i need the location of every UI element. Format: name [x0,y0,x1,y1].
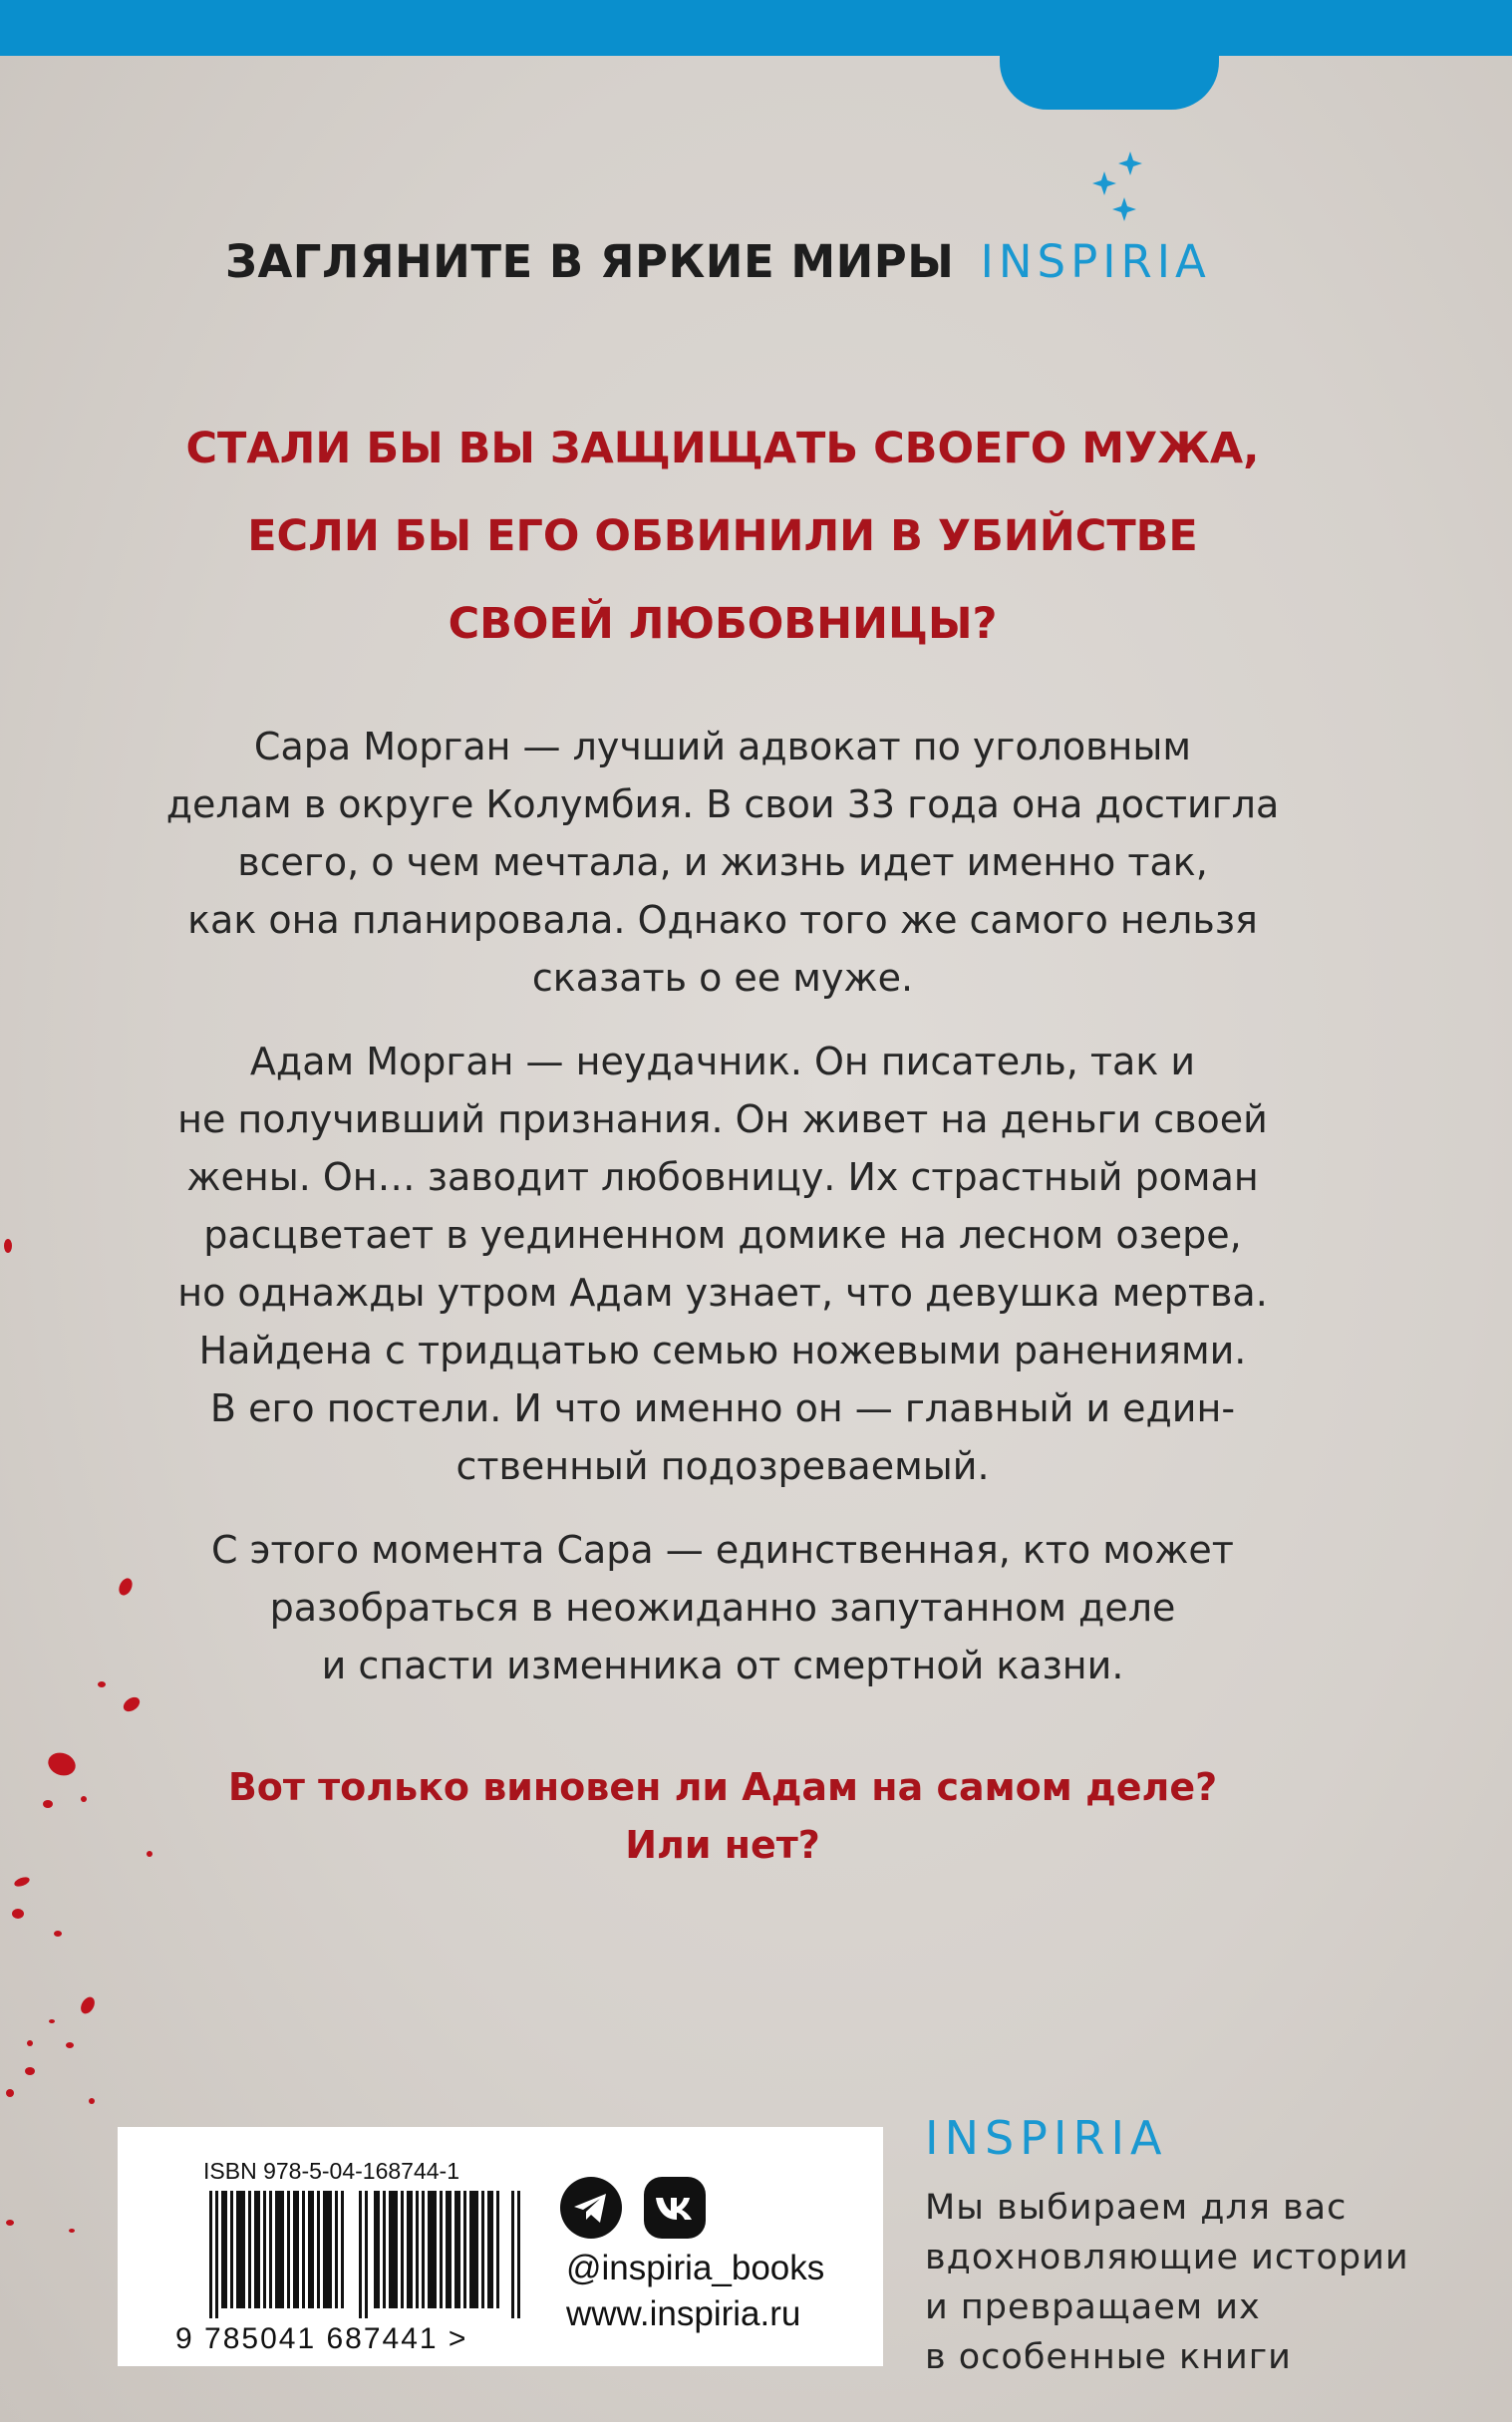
publisher-tagline-line: в особенные книги [925,2337,1292,2377]
barcode-digits: 9 785041 687441 > [175,2322,468,2355]
header-lead: ЗАГЛЯНИТЕ В ЯРКИЕ МИРЫ [225,235,955,288]
series-header [225,235,1322,288]
question-line: СВОЕЙ ЛЮБОВНИЦЫ? [448,599,998,649]
hook-question [120,405,1326,668]
synopsis-line: всего, о чем мечтала, и жизнь идет именно так, [237,840,1208,884]
synopsis-line: В его постели. И что именно он — главный и един- [209,1386,1236,1430]
social-handle[interactable]: @inspiria_books [566,2249,825,2287]
barcode-icon [209,2191,520,2318]
sparkle-stars-icon [1086,148,1146,227]
publisher-tagline-line: и превращаем их [925,2287,1261,2327]
top-band [0,0,1512,56]
publisher-name: INSPIRIA [925,2111,1168,2165]
header-brand: INSPIRIA [980,235,1211,288]
synopsis-line: ственный подозреваемый. [455,1444,990,1488]
synopsis-line: разобраться в неожиданно запутанном деле [269,1586,1176,1630]
synopsis-line: но однажды утром Адам узнает, что девушка мертва. [177,1271,1268,1315]
question-line: СТАЛИ БЫ ВЫ ЗАЩИЩАТЬ СВОЕГО МУЖА, [185,424,1260,473]
synopsis-line: делам в округе Колумбия. В свои 33 года она достигла [165,782,1280,826]
synopsis-line: и спасти изменника от смертной казни. [321,1644,1124,1687]
synopsis [150,718,1296,1720]
barcode-panel [118,2127,883,2366]
synopsis-paragraph [150,1033,1296,1495]
question-line: ЕСЛИ БЫ ЕГО ОБВИНИЛИ В УБИЙСТВЕ [247,511,1198,561]
synopsis-line: не получивший признания. Он живет на деньги своей [177,1097,1268,1141]
publisher-block [925,2111,1483,2382]
synopsis-line: Найдена с тридцатью семью ножевыми ранениями. [198,1329,1247,1372]
synopsis-line: сказать о ее муже. [531,956,914,1000]
synopsis-line: как она планировала. Однако того же самого нельзя [187,898,1258,942]
isbn-label: ISBN 978-5-04-168744-1 [203,2158,459,2184]
website-link[interactable]: www.inspiria.ru [566,2294,801,2333]
synopsis-line: Сара Морган — лучший адвокат по уголовным [253,725,1192,768]
publisher-tagline-line: вдохновляющие истории [925,2238,1409,2277]
closing-line: Вот только виновен ли Адам на самом деле? [227,1765,1218,1809]
synopsis-line: расцветает в уединенном домике на лесном озере, [203,1213,1242,1257]
synopsis-paragraph [150,1521,1296,1694]
synopsis-line: жены. Он… заводит любовницу. Их страстный роман [186,1155,1259,1199]
synopsis-line: Адам Морган — неудачник. Он писатель, так и [249,1040,1196,1083]
vk-icon[interactable] [644,2177,706,2239]
closing-question [150,1758,1296,1874]
telegram-icon[interactable] [560,2177,622,2239]
publisher-tagline-line: Мы выбираем для вас [925,2188,1348,2228]
top-tab-notch [1076,40,1142,84]
closing-line: Или нет? [625,1823,820,1867]
synopsis-paragraph [150,718,1296,1007]
synopsis-line: С этого момента Сара — единственная, кто может [211,1528,1234,1572]
